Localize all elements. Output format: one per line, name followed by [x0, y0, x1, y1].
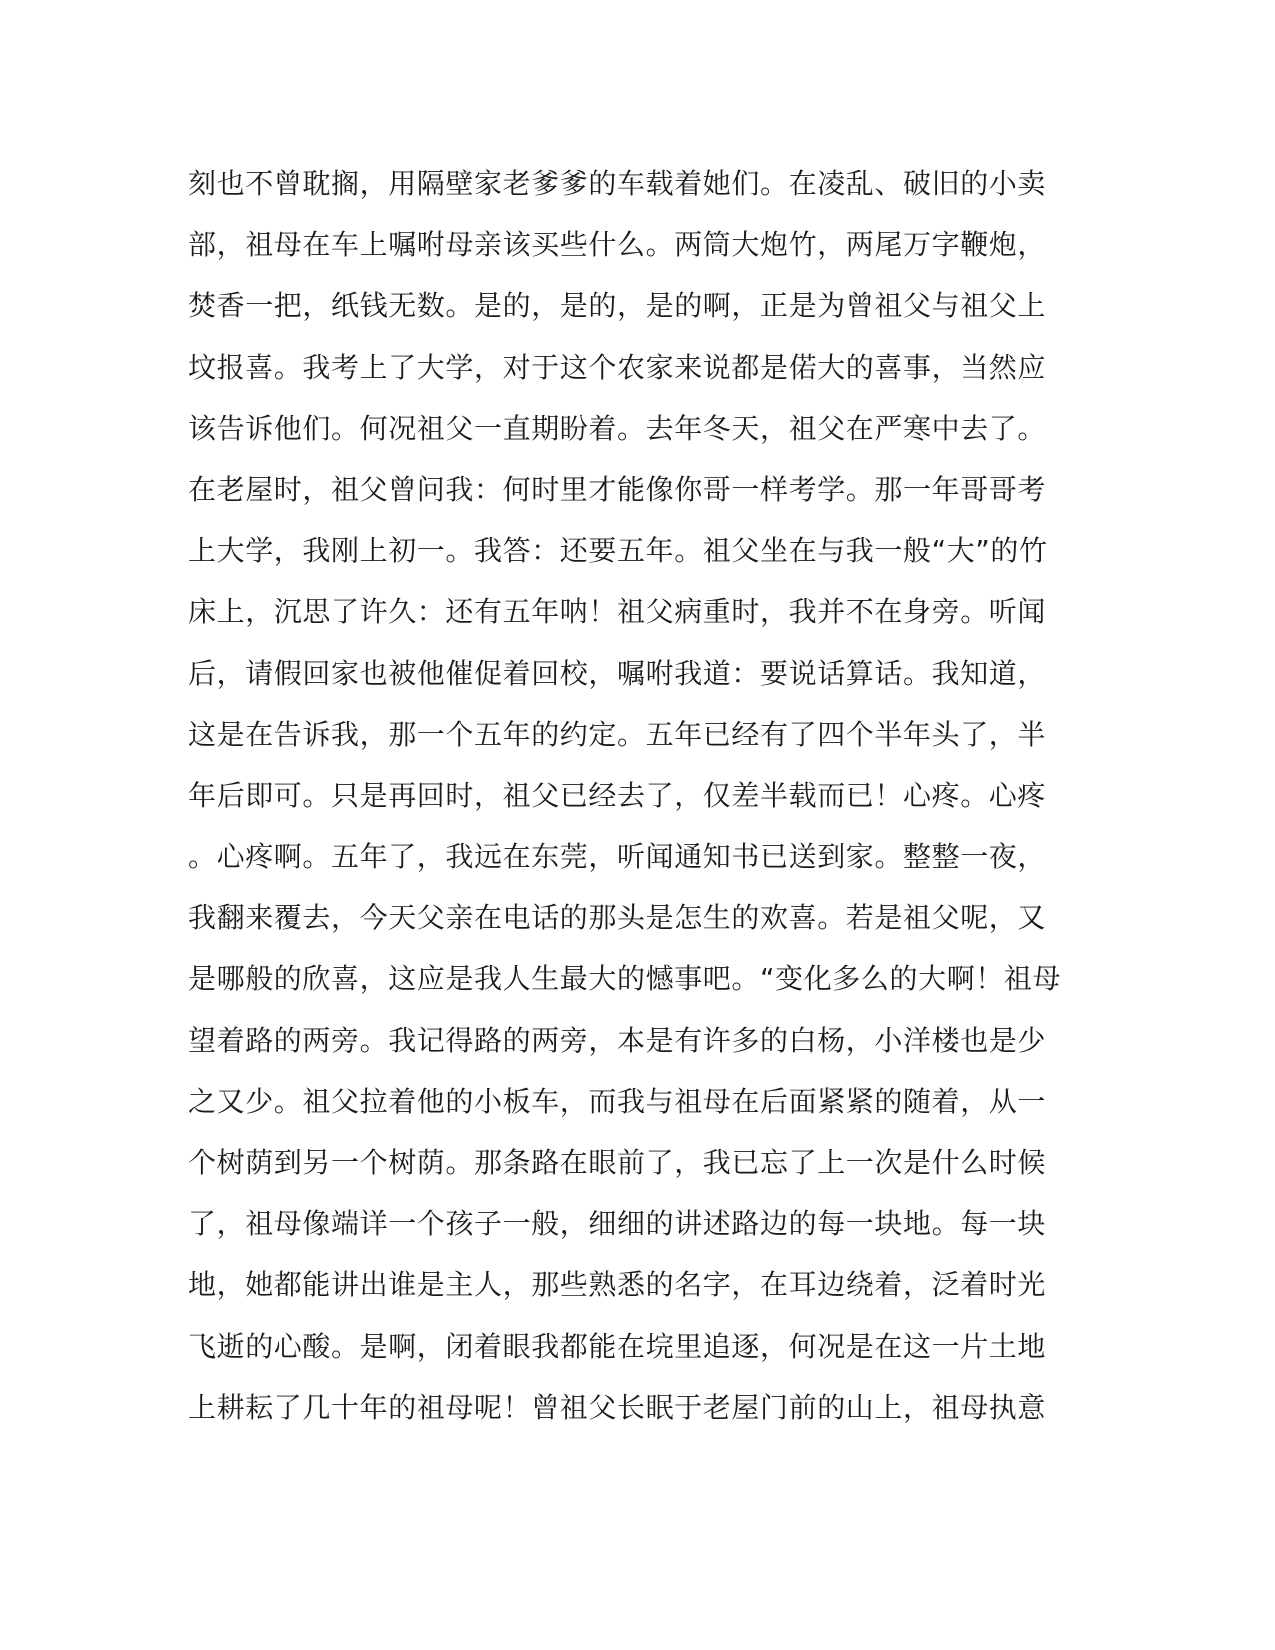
text-line: 部，祖母在车上嘱咐母亲该买些什么。两筒大炮竹，两尾万字鞭炮，	[188, 228, 1047, 262]
text-line: 之又少。祖父拉着他的小板车，而我与祖母在后面紧紧的随着，从一	[188, 1084, 1047, 1118]
text-line: 后，请假回家也被他催促着回校，嘱咐我道：要说话算话。我知道，	[188, 656, 1047, 690]
text-line: 在老屋时，祖父曾问我：何时里才能像你哥一样考学。那一年哥哥考	[188, 472, 1047, 506]
text-line: 焚香一把，纸钱无数。是的，是的，是的啊，正是为曾祖父与祖父上	[188, 289, 1047, 323]
text-line: 上耕耘了几十年的祖母呢！曾祖父长眠于老屋门前的山上，祖母执意	[188, 1390, 1047, 1424]
text-line: 了，祖母像端详一个孩子一般，细细的讲述路边的每一块地。每一块	[188, 1207, 1047, 1241]
text-line: 年后即可。只是再回时，祖父已经去了，仅差半载而已！心疼。心疼	[188, 778, 1047, 812]
text-line: 是哪般的欣喜，这应是我人生最大的憾事吧。“变化多么的大啊！祖母	[188, 962, 1062, 996]
text-line: 该告诉他们。何况祖父一直期盼着。去年冬天，祖父在严寒中去了。	[188, 411, 1047, 445]
text-line: 。心疼啊。五年了，我远在东莞，听闻通知书已送到家。整整一夜，	[188, 840, 1047, 874]
text-line: 地，她都能讲出谁是主人，那些熟悉的名字，在耳边绕着，泛着时光	[188, 1268, 1047, 1302]
text-line: 坟报喜。我考上了大学，对于这个农家来说都是偌大的喜事，当然应	[188, 350, 1047, 384]
text-line: 上大学，我刚上初一。我答：还要五年。祖父坐在与我一般“大”的竹	[188, 534, 1048, 568]
body-text	[188, 164, 1088, 1449]
text-line: 我翻来覆去，今天父亲在电话的那头是怎生的欢喜。若是祖父呢，又	[188, 901, 1047, 935]
text-line: 望着路的两旁。我记得路的两旁，本是有许多的白杨，小洋楼也是少	[188, 1023, 1047, 1057]
text-line: 个树荫到另一个树荫。那条路在眼前了，我已忘了上一次是什么时候	[188, 1146, 1047, 1179]
text-line: 刻也不曾耽搁，用隔壁家老爹爹的车载着她们。在凌乱、破旧的小卖	[188, 167, 1047, 200]
text-line: 这是在告诉我，那一个五年的约定。五年已经有了四个半年头了，半	[188, 717, 1047, 751]
text-line: 床上，沉思了许久：还有五年呐！祖父病重时，我并不在身旁。听闻	[188, 595, 1047, 629]
text-line: 飞逝的心酸。是啊，闭着眼我都能在垸里追逐，何况是在这一片土地	[188, 1329, 1047, 1363]
